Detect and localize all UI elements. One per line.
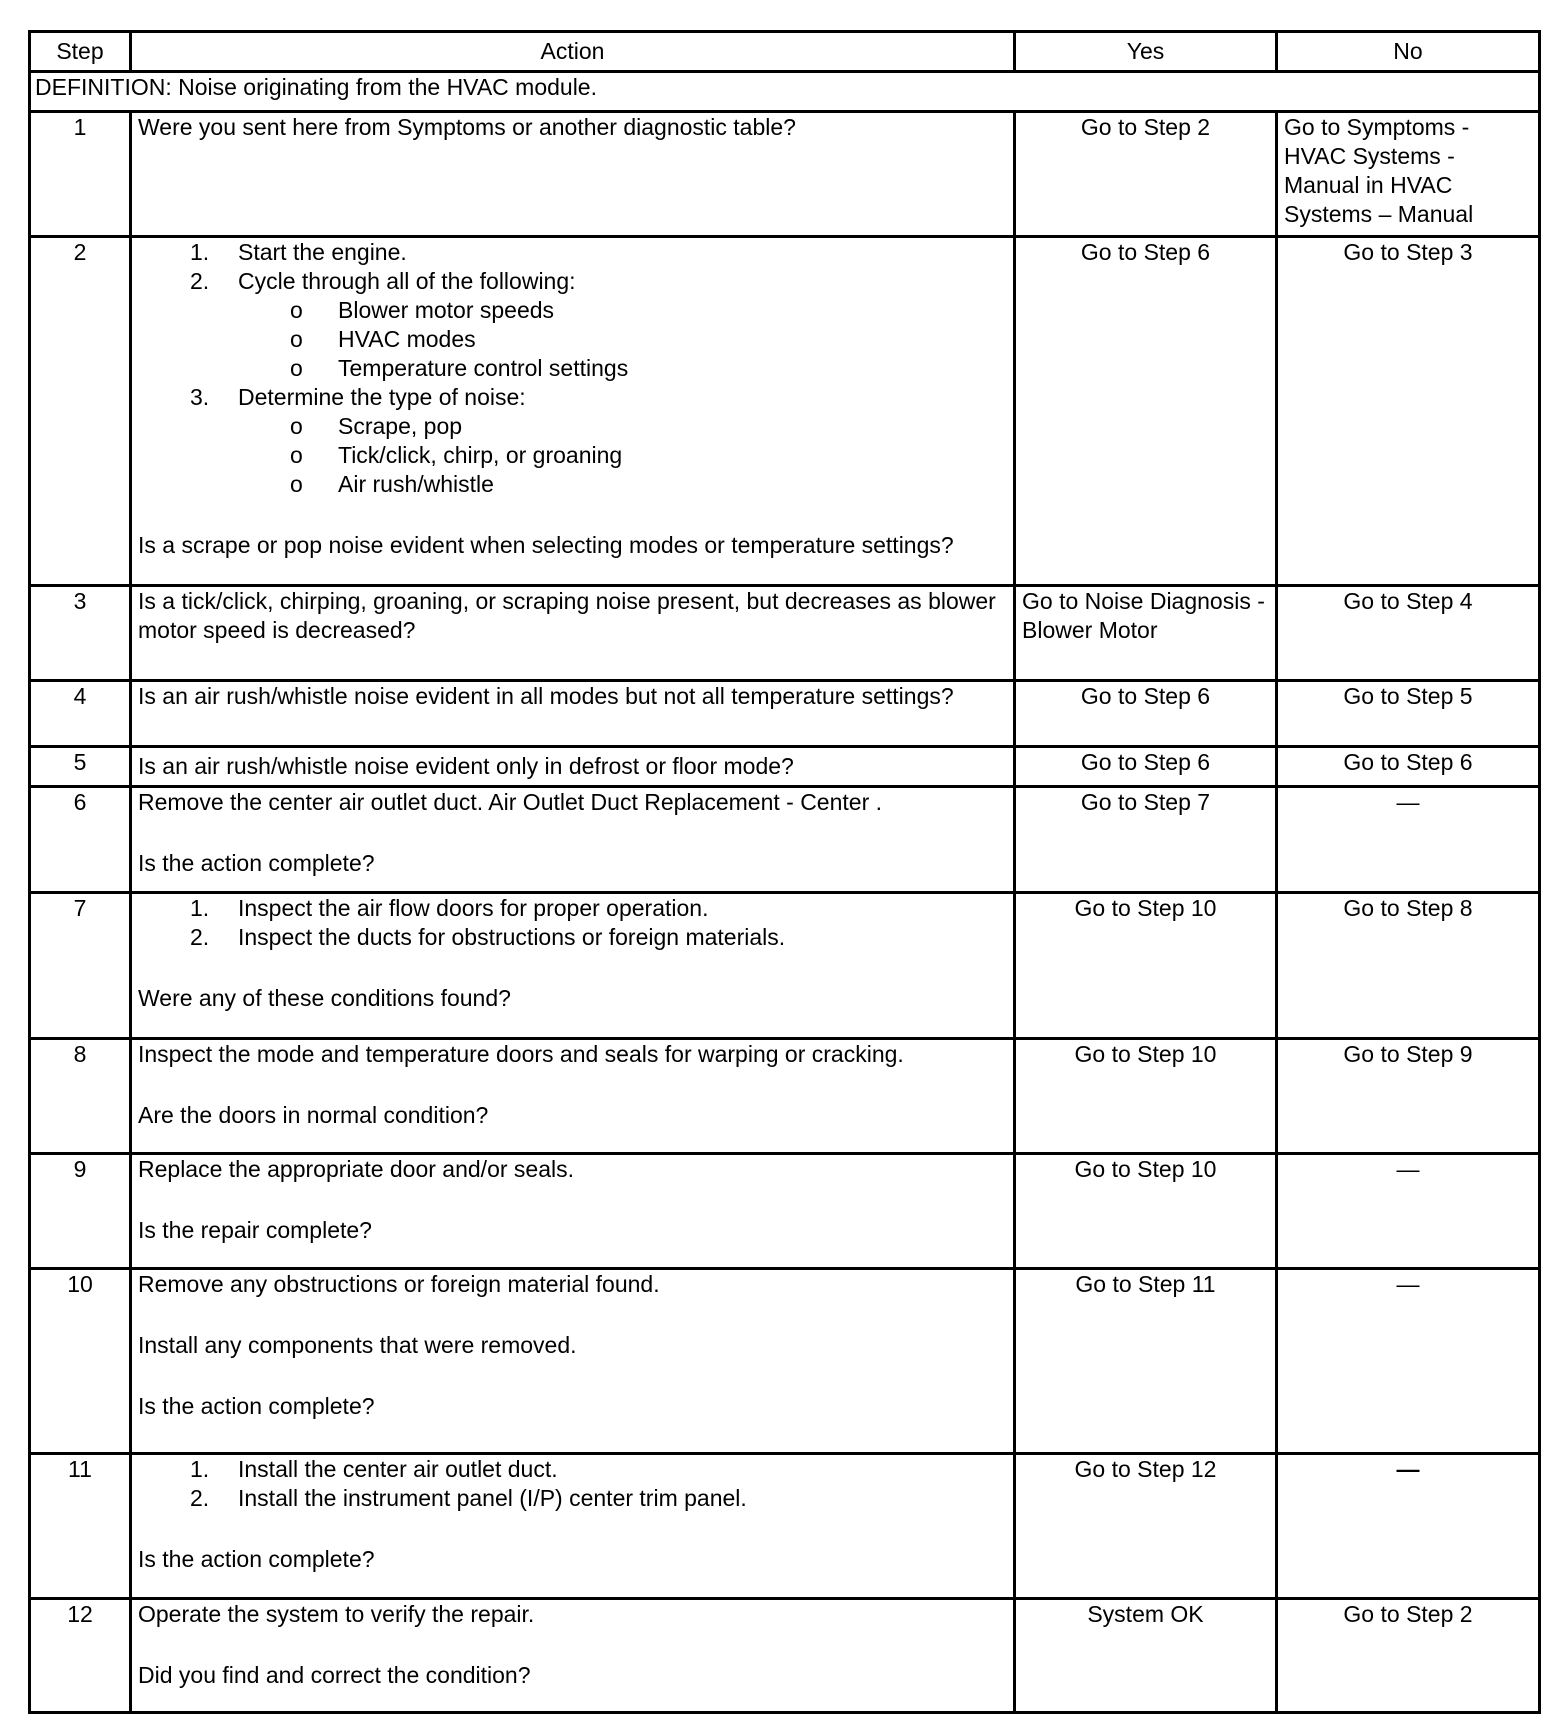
no-result: Go to Step 4 [1277,586,1540,681]
step-number: 7 [30,893,131,1038]
table-row [30,1038,1540,1154]
table-row [30,1154,1540,1269]
action-question: Were you sent here from Symptoms or another diagnostic table? [131,111,1015,236]
step-number: 1 [30,111,131,236]
no-result: — [1277,1454,1540,1599]
table-row [30,1599,1540,1713]
action-text: Replace the appropriate door and/or seals. [138,1156,575,1183]
action-text: Remove any obstructions or foreign material found. [138,1271,660,1297]
list-item: 2. Cycle through all of the following: o Blower motor speeds o HVAC modes o Temperature control settings [138,267,1007,383]
no-result: Go to Step 3 [1277,237,1540,586]
step-number: 12 [30,1599,131,1713]
header-step: Step [30,32,131,72]
header-action: Action [131,32,1015,72]
table-row [30,1269,1540,1454]
action-cell [131,1154,1015,1269]
list-item: 3. Determine the type of noise: o Scrape, pop o Tick/click, chirp, or groaning o Air rush/whistle [138,383,1007,499]
step-number: 6 [30,787,131,893]
no-result: Go to Step 2 [1277,1599,1540,1713]
action-question: Is a tick/click, chirping, groaning, or scraping noise present, but decreases as blower motor speed is decreased? [131,586,1015,681]
no-result: — [1277,1154,1540,1269]
definition-row [30,71,1540,111]
yes-result: Go to Step 11 [1015,1269,1277,1454]
numbered-list [138,238,1007,499]
yes-result: Go to Step 7 [1015,787,1277,893]
yes-result: Go to Step 2 [1015,111,1277,236]
step-number: 2 [30,237,131,586]
action-cell [131,893,1015,1038]
header-yes: Yes [1015,32,1277,72]
step-number: 4 [30,681,131,747]
action-question: Is a scrape or pop noise evident when selecting modes or temperature settings? [138,532,954,559]
action-text: Remove the center air outlet duct. Air Outlet Duct Replacement - Center . [138,789,883,816]
action-question: Is the action complete? [138,1546,375,1573]
diagnostic-table [28,30,1541,1714]
action-question: Is an air rush/whistle noise evident in all modes but not all temperature settings? [131,681,1015,747]
action-text: Inspect the mode and temperature doors and seals for warping or cracking. [138,1040,904,1067]
action-text: Operate the system to verify the repair. [138,1601,535,1628]
action-cell [131,1038,1015,1154]
definition-text: DEFINITION: Noise originating from the HVAC module. [30,71,1540,111]
action-question: Is the action complete? [138,1393,375,1419]
action-question: Is the repair complete? [138,1217,372,1244]
action-text: Install any components that were removed. [138,1332,577,1358]
numbered-list [138,1455,1007,1513]
list-item: o HVAC modes [138,325,1007,354]
table-row [30,893,1540,1038]
action-cell [131,1599,1015,1713]
no-result: Go to Step 9 [1277,1038,1540,1154]
table-row [30,1454,1540,1599]
list-item: 1. Inspect the air flow doors for proper operation. [190,895,709,922]
table-row [30,111,1540,236]
sub-list [238,296,1007,383]
list-item: 1. Start the engine. [190,239,407,266]
yes-result: Go to Step 10 [1015,1038,1277,1154]
no-result: Go to Step 6 [1277,747,1540,787]
header-no: No [1277,32,1540,72]
list-item: 2. Inspect the ducts for obstructions or foreign materials. [190,924,786,951]
table-row [30,237,1540,586]
list-item: o Tick/click, chirp, or groaning [138,441,1007,470]
list-item: o Air rush/whistle [138,470,1007,499]
step-number: 11 [30,1454,131,1599]
action-question: Were any of these conditions found? [138,985,511,1012]
yes-result: Go to Step 10 [1015,893,1277,1038]
action-cell [131,1269,1015,1454]
no-result: — [1277,1269,1540,1454]
step-number: 5 [30,747,131,787]
action-question: Are the doors in normal condition? [138,1101,489,1128]
list-item: o Temperature control settings [138,354,1007,383]
action-question: Is an air rush/whistle noise evident only in defrost or floor mode? [131,747,1015,787]
header-row [30,32,1540,72]
list-item: o Blower motor speeds [138,296,1007,325]
table-row [30,747,1540,787]
action-cell [131,787,1015,893]
list-item: 2. Install the instrument panel (I/P) center trim panel. [190,1485,747,1512]
no-result: Go to Step 5 [1277,681,1540,747]
table-row [30,681,1540,747]
action-cell [131,237,1015,586]
yes-result: Go to Step 6 [1015,237,1277,586]
no-result: Go to Step 8 [1277,893,1540,1038]
table-row [30,586,1540,681]
table-row [30,787,1540,893]
yes-result: Go to Step 6 [1015,681,1277,747]
step-number: 9 [30,1154,131,1269]
action-question: Is the action complete? [138,850,375,877]
no-result: — [1277,787,1540,893]
sub-list [238,412,1007,499]
yes-result: Go to Noise Diagnosis - Blower Motor [1015,586,1277,681]
yes-result: Go to Step 12 [1015,1454,1277,1599]
yes-result: Go to Step 10 [1015,1154,1277,1269]
step-number: 8 [30,1038,131,1154]
yes-result: Go to Step 6 [1015,747,1277,787]
action-cell [131,1454,1015,1599]
step-number: 3 [30,586,131,681]
no-result: Go to Symptoms - HVAC Systems - Manual in HVAC Systems – Manual [1277,111,1540,236]
step-number: 10 [30,1269,131,1454]
numbered-list [138,894,1007,952]
action-question: Did you find and correct the condition? [138,1662,531,1689]
list-item: o Scrape, pop [138,412,1007,441]
yes-result: System OK [1015,1599,1277,1713]
list-item: 1. Install the center air outlet duct. [190,1456,558,1483]
